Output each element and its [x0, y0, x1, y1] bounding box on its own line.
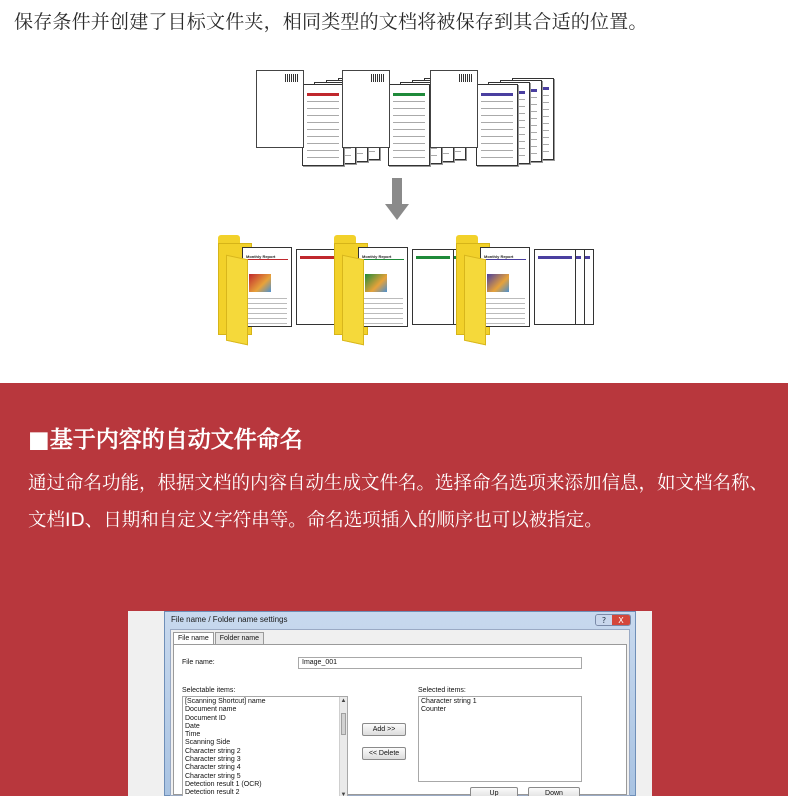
document-page [534, 249, 576, 325]
folder-icon [456, 235, 568, 345]
folder-icon [334, 235, 446, 345]
document-page [296, 249, 338, 325]
down-arrow-head-icon [385, 204, 409, 220]
selectable-list-item[interactable]: Document ID [185, 714, 226, 722]
selected-items-label: Selected items: [418, 687, 466, 694]
dialog-client [170, 629, 630, 796]
selectable-list-item[interactable]: Character string 5 [185, 772, 241, 780]
selected-list-item[interactable]: Counter [421, 706, 446, 714]
down-button[interactable]: Down [528, 787, 580, 796]
add-button[interactable]: Add >> [362, 723, 406, 736]
barcode-icon [371, 74, 385, 82]
selectable-list-item[interactable]: Character string 3 [185, 756, 241, 764]
selectable-items-label: Selectable items: [182, 687, 236, 694]
selectable-list-item[interactable]: Scanning Side [185, 739, 231, 747]
cover-sheet [430, 70, 478, 148]
down-arrow-icon [392, 178, 402, 206]
help-icon[interactable]: ? [596, 615, 612, 625]
file-name-label: File name: [182, 659, 215, 666]
cover-sheet [342, 70, 390, 148]
selectable-list-item[interactable]: [Scanning Shortcut] name [185, 698, 266, 705]
top-caption: 保存条件并创建了目标文件夹，相同类型的文档将被保存到其合适的位置。 [14, 11, 648, 33]
file-name-field[interactable]: Image_001 [298, 657, 582, 669]
document-page [412, 249, 454, 325]
scroll-down-icon[interactable]: ▼ [340, 792, 347, 796]
list-scrollbar[interactable] [339, 697, 347, 796]
selectable-list-item[interactable]: Character string 4 [185, 764, 241, 772]
report-page [358, 247, 408, 327]
folder-icon [218, 235, 330, 345]
panel-title: ■基于内容的自动文件命名 [28, 427, 303, 453]
barcode-icon [285, 74, 299, 82]
report-page [480, 247, 530, 327]
report-page [242, 247, 292, 327]
document-stack [256, 70, 344, 160]
barcode-icon [459, 74, 473, 82]
panel-description: 通过命名功能，根据文档的内容自动生成文件名。选择命名选项来添加信息，如文档名称、文档ID、日期和自定义字符串等。命名选项插入的顺序也可以被指定。 [28, 473, 769, 531]
document-page [302, 84, 344, 166]
dialog-title: File name / Folder name settings [171, 615, 288, 624]
delete-button[interactable]: << Delete [362, 747, 406, 760]
document-page [388, 84, 430, 166]
selectable-list-item[interactable]: Date [185, 722, 200, 730]
document-page [476, 84, 518, 166]
selected-items-list[interactable] [418, 696, 582, 782]
cover-sheet [256, 70, 304, 148]
report-title: Monthly Report [246, 254, 288, 260]
up-button[interactable]: Up [470, 787, 518, 796]
document-stack [430, 70, 518, 160]
tab-file-name[interactable]: File name [173, 632, 214, 645]
selectable-items-list[interactable] [182, 696, 348, 796]
selectable-list-item[interactable]: Detection result 2 [185, 789, 240, 796]
settings-dialog-screenshot [128, 611, 652, 796]
document-sorting-illustration [0, 60, 799, 360]
document-stack [342, 70, 430, 160]
report-title: Monthly Report [484, 254, 526, 260]
window-controls [595, 614, 631, 626]
scroll-thumb[interactable] [341, 713, 346, 735]
scroll-up-icon[interactable]: ▲ [340, 698, 347, 704]
tab-folder-name[interactable]: Folder name [215, 632, 264, 645]
close-icon[interactable]: X [612, 615, 630, 625]
selectable-list-item[interactable]: Detection result 1 (OCR) [185, 780, 262, 788]
report-title: Monthly Report [362, 254, 404, 260]
selectable-list-item[interactable]: Document name [185, 706, 237, 714]
selected-list-item[interactable]: Character string 1 [421, 698, 477, 705]
selectable-list-item[interactable]: Time [185, 731, 201, 739]
tab-pane [173, 644, 627, 795]
selectable-list-item[interactable]: Character string 2 [185, 747, 241, 755]
